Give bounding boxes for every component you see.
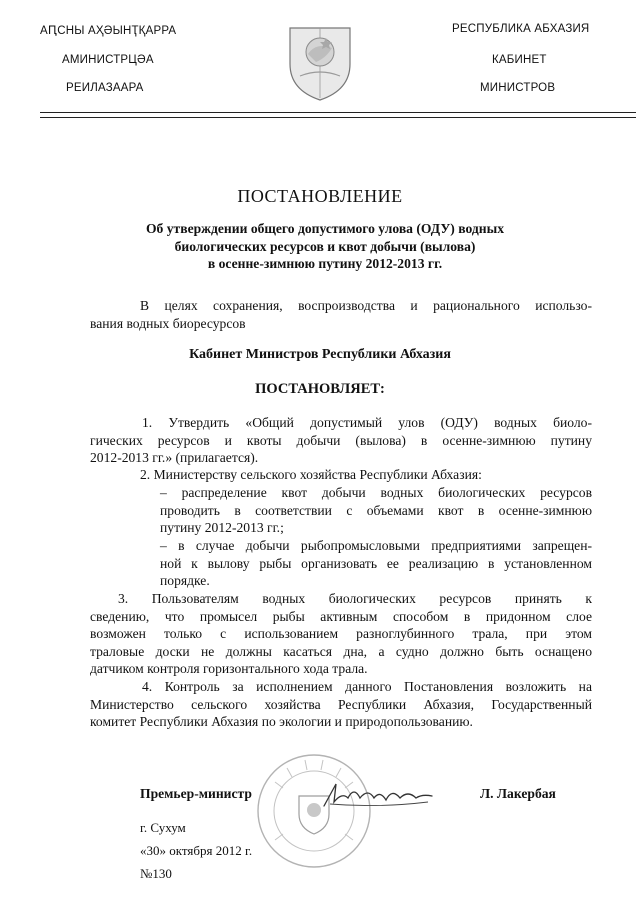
handwritten-signature-icon — [318, 776, 438, 812]
document-date: «30» октября 2012 г. — [140, 843, 253, 858]
item-2b — [160, 537, 592, 590]
item-3-line: возможен только с использованием разноглубинного трала, при этом — [90, 626, 592, 641]
item-4-line: 4. Контроль за исполнением данного Постановления возложить на — [142, 679, 592, 694]
item-2a-line: – распределение квот добычи водных биологических ресурсов — [160, 485, 592, 500]
coat-of-arms-icon — [286, 24, 354, 102]
item-4-line: комитет Республики Абхазия по экологии и природопользованию. — [90, 714, 473, 729]
item-1-line: гических ресурсов и квоты добычи (вылова) в осенне-зимнюю путину — [90, 432, 592, 448]
item-2-heading: 2. Министерству сельского хозяйства Республики Абхазия: — [140, 467, 482, 482]
header-left-line-3: РЕИЛАЗААРА — [66, 82, 144, 94]
item-2b-line: порядке. — [160, 573, 210, 588]
item-3-line: траловые доски не должны касаться дна, а судно должно быть оснащено — [90, 643, 592, 659]
header-rule-bottom — [40, 117, 636, 118]
header-right-line-1: РЕСПУБЛИКА АБХАЗИЯ — [452, 23, 590, 35]
document-title: ПОСТАНОВЛЕНИЕ — [237, 186, 403, 206]
subtitle-line: биологических ресурсов и квот добычи (вылова) — [174, 238, 476, 254]
item-2a-line: проводить в соответствии с объемами квот в осенне-зимнюю — [160, 502, 592, 518]
header-right-line-2: КАБИНЕТ — [492, 54, 547, 66]
item-3-line: датчиком контроля горизонтального хода трала. — [90, 661, 368, 676]
item-1-line: 2012-2013 гг.» (прилагается). — [90, 450, 259, 465]
item-1-line: 1. Утвердить «Общий допустимый улов (ОДУ) водных биоло- — [142, 415, 592, 430]
item-3-line: 3. Пользователям водных биологических ресурсов принять к — [118, 591, 592, 606]
header-left-line-2: АМИНИСТРЦӘА — [62, 54, 154, 66]
resolves-heading: ПОСТАНОВЛЯЕТ: — [255, 381, 385, 397]
item-2a — [160, 484, 592, 537]
subtitle-line: в осенне-зимнюю путину 2012-2013 гг. — [207, 256, 443, 271]
item-2b-line: ной к вылову рыбы организовать ее реализацию в установленном — [160, 555, 592, 571]
header-right-line-3: МИНИСТРОВ — [480, 82, 556, 94]
signatory-name: Л. Лакербая — [480, 786, 556, 801]
item-1 — [90, 414, 592, 467]
item-3-line: сведению, что промысел рыбы активным способом в придонном слое — [90, 608, 592, 624]
preamble-line: В целях сохранения, воспроизводства и рационального использо- — [140, 298, 592, 313]
issuing-body: Кабинет Министров Республики Абхазия — [189, 347, 451, 362]
item-3 — [90, 590, 592, 678]
document-place: г. Сухум — [140, 820, 186, 835]
item-2b-line: – в случае добычи рыбопромысловыми предприятиями запрещен- — [160, 538, 592, 553]
preamble — [90, 297, 592, 332]
item-4 — [90, 678, 592, 731]
preamble-line: вания водных биоресурсов — [90, 315, 246, 331]
header-left-line-1: АԤСНЫ АҲӘЫНҬҚАРРА — [40, 25, 177, 37]
subtitle-line: Об утверждении общего допустимого улова (ОДУ) водных — [145, 221, 504, 236]
item-4-line: Министерство сельского хозяйства Республики Абхазия, Государственный — [90, 696, 592, 712]
header-rule-top — [40, 112, 636, 113]
signatory-position: Премьер-министр — [140, 786, 252, 801]
document-number: №130 — [140, 866, 172, 881]
document-subtitle — [100, 220, 550, 273]
item-2a-line: путину 2012-2013 гг.; — [160, 520, 284, 535]
